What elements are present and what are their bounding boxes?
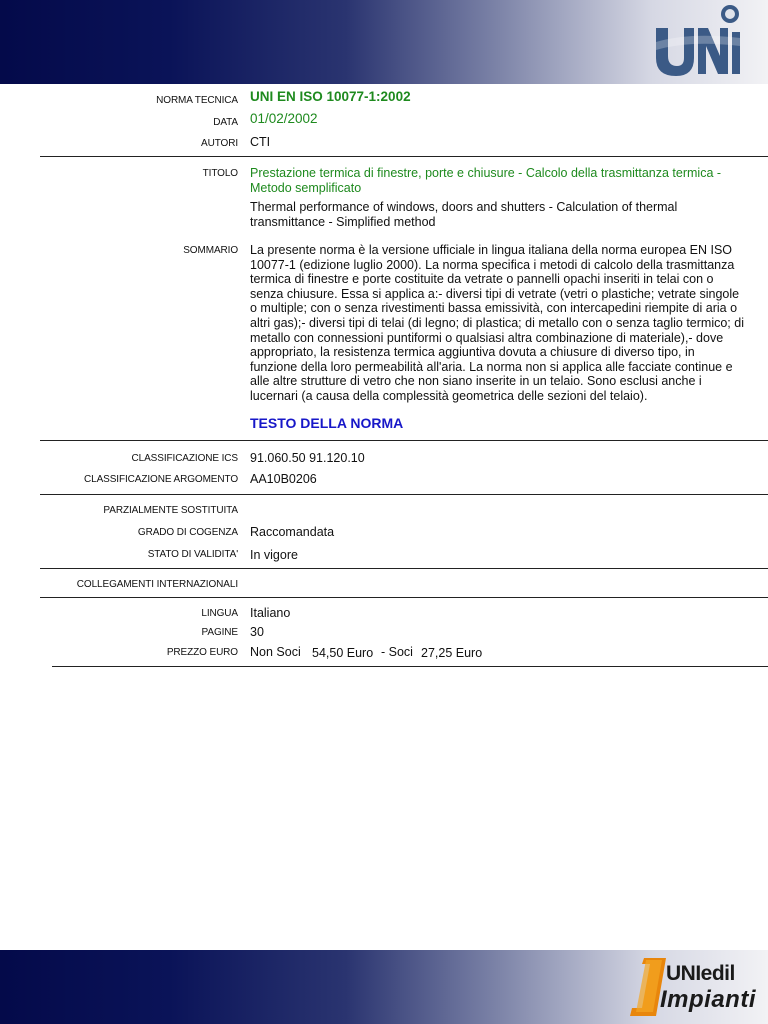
value-titolo-en: Thermal performance of windows, doors and shutters - Calculation of thermal transmittance - Simplified method: [250, 200, 678, 229]
value-prezzo-non-soci: 54,50 Euro: [312, 646, 374, 660]
label-norma-tecnica: NORMA TECNICA: [156, 95, 238, 106]
divider: [40, 494, 768, 495]
divider: [40, 597, 768, 598]
uniedil-logo-text: UNIedil: [666, 962, 735, 985]
value-grado-di-cogenza: Raccomandata: [250, 525, 335, 539]
value-stato-di-validita: In vigore: [250, 548, 298, 562]
value-norma-tecnica: UNI EN ISO 10077-1:2002: [250, 89, 411, 104]
divider: [40, 156, 768, 157]
label-grado-di-cogenza: GRADO DI COGENZA: [137, 527, 238, 538]
label-soci: - Soci: [381, 645, 413, 659]
value-titolo-it: Prestazione termica di finestre, porte e chiusure - Calcolo della trasmittanza termica - Metodo semplificato: [250, 166, 722, 195]
divider: [40, 440, 768, 441]
label-collegamenti-internazionali: COLLEGAMENTI INTERNAZIONALI: [76, 579, 238, 590]
value-classificazione-ics: 91.060.50 91.120.10: [250, 451, 365, 465]
label-prezzo-euro: PREZZO EURO: [166, 647, 238, 658]
label-titolo: TITOLO: [202, 168, 238, 179]
value-lingua: Italiano: [250, 606, 291, 620]
uni-logo: [650, 2, 742, 82]
testo-della-norma-link[interactable]: TESTO DELLA NORMA: [250, 415, 404, 431]
value-pagine: 30: [250, 625, 264, 639]
value-autori: CTI: [250, 135, 271, 149]
value-data: 01/02/2002: [250, 111, 318, 126]
value-classificazione-argomento: AA10B0206: [250, 472, 317, 486]
label-pagine: PAGINE: [201, 627, 238, 638]
label-non-soci: Non Soci: [250, 645, 301, 659]
label-classificazione-ics: CLASSIFICAZIONE ICS: [131, 453, 238, 464]
label-lingua: LINGUA: [201, 608, 238, 619]
label-classificazione-argomento: CLASSIFICAZIONE ARGOMENTO: [83, 474, 238, 485]
label-stato-di-validita: STATO DI VALIDITA': [147, 549, 238, 560]
divider: [40, 568, 768, 569]
label-sommario: SOMMARIO: [183, 245, 238, 256]
impianti-logo-text: Impianti: [660, 986, 757, 1013]
value-sommario: La presente norma è la versione ufficiale in lingua italiana della norma europea EN ISO 10077-1 (edizione luglio 2000). La norma specifica i metodi di calcolo della trasmittanza termica di finestre e porte costituite da vetrate o pannelli opachi inseriti in telai con o senza chiusure. Essa si applica a:- diversi tipi di vetrate (vetri o plastiche; vetrate singole o multiple; con o senza rivestimenti bassa emissività, con intercapedini riempite di aria o altri gas);- diversi tipi di telai (di legno; di plastica; di metallo con o senza taglio termico; di metallo con connessioni puntiformi o qualsiasi altra combinazione di materiale),- dove appropriato, la resistenza termica aggiuntiva dovuta a chiusure di diverso tipo, in funzione della loro permeabilità all'aria. La norma non si applica alle facciate continue e alle altre strutture di vetro che non siano inserite in un telaio. Sono esclusi anche i lucernari (a causa della complessità geometrica delle sezioni del telaio).: [250, 243, 744, 403]
divider: [52, 666, 768, 667]
value-prezzo-soci: 27,25 Euro: [421, 646, 483, 660]
label-autori: AUTORI: [201, 138, 238, 149]
label-parzialmente-sostituita: PARZIALMENTE SOSTITUITA: [103, 505, 238, 516]
label-data: DATA: [213, 117, 238, 128]
